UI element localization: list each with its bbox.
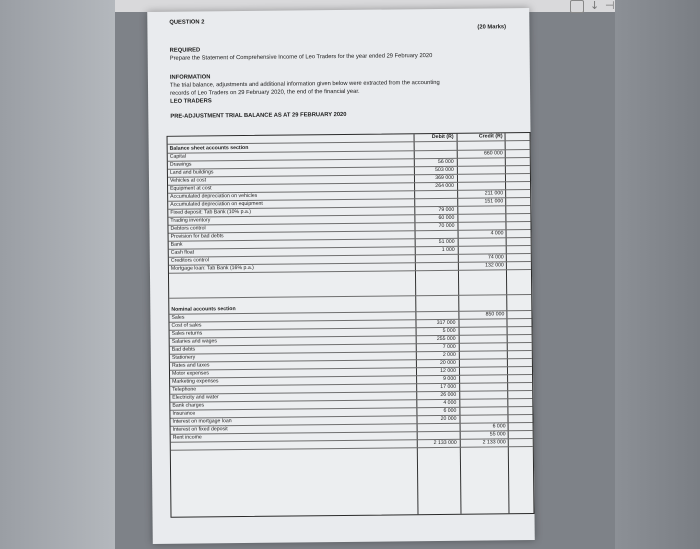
credit-header: Credit (R) [478, 133, 503, 140]
share-icon[interactable] [570, 0, 584, 13]
total-credit: 2 133 000 [482, 439, 506, 446]
account-name-cell: Interest on mortgage loan [172, 418, 232, 425]
company-name: LEO TRADERS [170, 98, 212, 105]
debit-cell: 1 000 [441, 246, 455, 253]
account-name-cell: Bank charges [172, 402, 205, 409]
account-name-cell: Rates and taxes [171, 362, 210, 369]
account-name-cell: Drawings [169, 161, 192, 168]
account-name-cell: Cost of sales [171, 322, 202, 329]
account-name-cell: Vehicles at cost [169, 177, 207, 184]
account-name-cell: Accumulated depreciation on equipment [170, 200, 263, 208]
table-title: PRE-ADJUSTMENT TRIAL BALANCE AS AT 29 FEBRUARY 2020 [170, 111, 347, 120]
information-line-2: records of Leo Traders on 29 February 2020, the end of the financial year. [170, 88, 360, 97]
debit-cell: 7 000 [442, 343, 456, 350]
debit-cell: 369 000 [435, 174, 455, 182]
question-number: QUESTION 2 [169, 19, 205, 26]
account-name-cell: Provision for bad debts [170, 233, 224, 240]
credit-cell: 55 000 [489, 431, 506, 438]
debit-cell: 12 000 [440, 367, 457, 374]
account-name-cell: Insurance [172, 410, 196, 417]
account-name-cell: Interest on fixed deposit [172, 426, 228, 433]
debit-cell: 51 000 [438, 238, 455, 245]
information-line-1: The trial balance, adjustments and additional information given below were extracted from the accounting [169, 79, 440, 89]
account-name-cell: Sales returns [171, 330, 203, 337]
debit-cell: 2 000 [442, 351, 456, 358]
account-name-cell: Salaries and wages [171, 338, 217, 345]
account-name-cell: Accumulated depreciation on vehicles [170, 192, 258, 200]
account-name-cell: Telephone [172, 386, 197, 393]
account-name-cell: Stationery [171, 354, 196, 361]
pin-icon[interactable]: ⊣ [605, 0, 615, 12]
account-name-cell: Marketing expenses [172, 378, 219, 385]
account-name-cell: Equipment at cost [170, 185, 212, 192]
account-name-cell: Electricity and water [172, 394, 219, 401]
credit-cell: 151 000 [484, 198, 504, 205]
debit-cell: 264 000 [435, 182, 455, 190]
debit-cell: 503 000 [435, 166, 454, 174]
credit-cell: 211 000 [484, 190, 504, 197]
balance-sheet-section-label: Balance sheet accounts section [169, 144, 249, 152]
debit-cell: 60 000 [438, 214, 455, 221]
debit-cell: 317 000 [436, 319, 456, 326]
debit-cell: 255 000 [436, 335, 456, 342]
account-name-cell: Creditors control [170, 257, 209, 264]
download-arrow-icon[interactable]: ↓ [590, 0, 600, 12]
total-debit: 2 133 000 [433, 439, 457, 447]
information-heading: INFORMATION [169, 74, 211, 81]
debit-cell: 26 000 [440, 391, 457, 398]
question-marks: (20 Marks) [477, 24, 507, 31]
debit-cell: 20 000 [440, 359, 456, 366]
account-name-cell: Land and buildings [169, 169, 214, 176]
nominal-section-label: Nominal accounts section [171, 306, 236, 313]
credit-cell: 4 000 [490, 230, 504, 237]
debit-cell: 56 000 [437, 158, 454, 165]
debit-cell: 79 000 [438, 206, 455, 213]
account-name-cell: Bad debts [171, 346, 196, 353]
account-name-cell: Cash float [170, 249, 195, 256]
debit-cell: 20 000 [440, 415, 457, 422]
debit-cell: 6 000 [443, 407, 457, 414]
trial-balance-table [167, 132, 535, 518]
account-name-cell: Bank [170, 241, 183, 248]
required-heading: REQUIRED [169, 47, 201, 54]
account-name-cell: Fixed deposit: Tab Bank (10% p.a.) [170, 208, 252, 216]
credit-cell: 6 000 [492, 423, 506, 430]
right-background [615, 0, 700, 549]
debit-cell: 4 000 [443, 399, 457, 406]
left-background [0, 0, 115, 549]
credit-cell: 660 000 [483, 150, 503, 157]
account-name-cell: Trading inventory [170, 217, 211, 224]
account-name-cell: Rent income [172, 434, 202, 441]
account-name-cell: Capital [169, 153, 186, 160]
required-text: Prepare the Statement of Comprehensive Income of Leo Traders for the year ended 29 February 2020 [169, 53, 433, 62]
section-spacer [169, 270, 531, 299]
account-name-cell: Motor expenses [171, 370, 209, 377]
account-name-cell: Sales [171, 314, 185, 321]
debit-cell: 70 000 [438, 222, 455, 229]
account-name-cell: Debtors control [170, 225, 206, 232]
account-name-cell: Mortgage loan: Tab Bank (16% p.a.) [170, 264, 254, 272]
debit-header: Debit (R) [431, 133, 454, 141]
credit-cell: 132 000 [485, 262, 504, 269]
credit-cell: 74 000 [487, 254, 504, 261]
debit-cell: 17 000 [440, 383, 457, 390]
credit-cell: 850 000 [485, 311, 505, 318]
debit-cell: 9 000 [443, 375, 457, 382]
question-paper [147, 8, 535, 544]
debit-cell: 5 000 [442, 327, 456, 334]
